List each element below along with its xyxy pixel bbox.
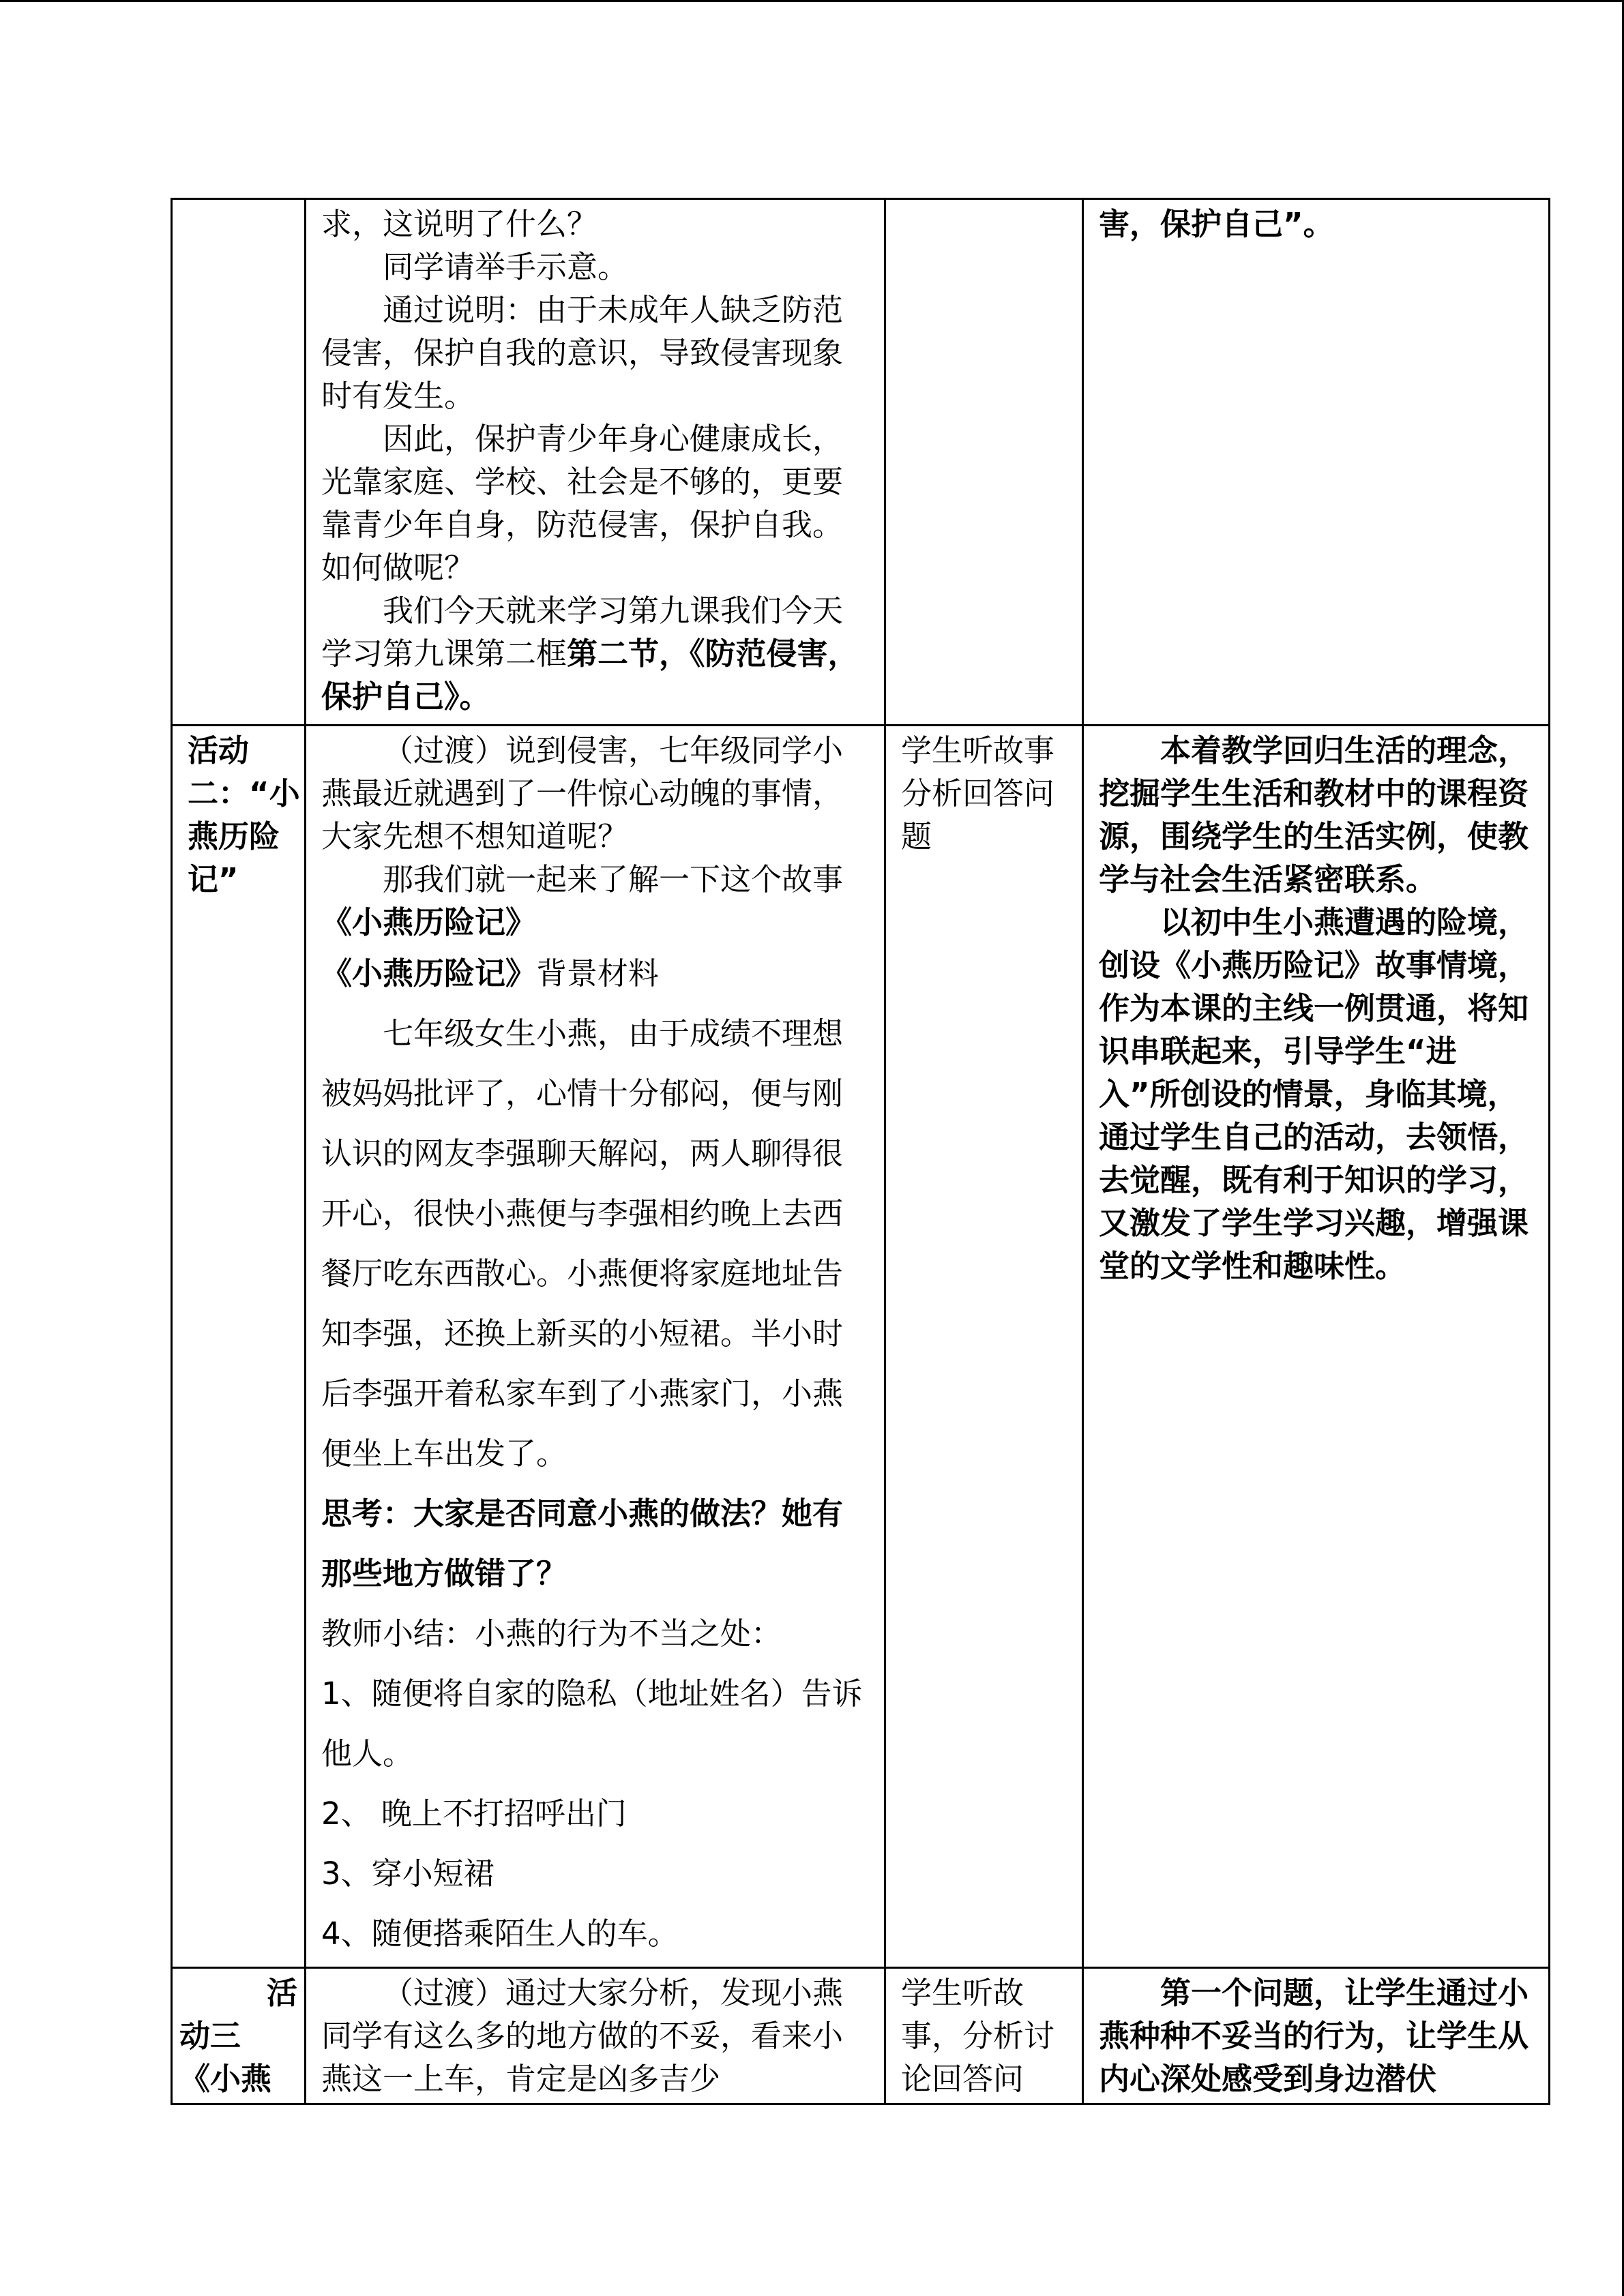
activity-three-line1: 活 — [266, 1975, 297, 2011]
row3-teacher-cell — [306, 1968, 885, 2104]
row1-design-text: 害，保护自己”。 — [1099, 206, 1334, 242]
row1-p3: 通过说明：由于未成年人缺乏防范侵害，保护自我的意识，导致侵害现象时有发生。 — [321, 292, 844, 414]
row2-item-4: 4、随便搭乘陌生人的车。 — [321, 1915, 679, 1952]
page-top-edge — [0, 0, 1624, 2]
activity-three-line2: 动三 — [179, 2018, 241, 2054]
row2-teacher-cell — [306, 726, 885, 1968]
row1-design-cell — [1083, 199, 1550, 726]
activity-two-title: 活动二：“小燕历险记” — [188, 732, 300, 897]
row2-story: 七年级女生小燕，由于成绩不理想被妈妈批评了，心情十分郁闷，便与刚认识的网友李强聊天解闷，两人聊得很开心，很快小燕便与李强相约晚上去西餐厅吃东西散心。小燕便将家庭地址告知李强，还换上新买的小短裙。半小时后李强开着私家车到了小燕家门，小燕便坐上车出发了。 — [321, 1015, 844, 1472]
row1-p2: 同学请举手示意。 — [383, 249, 629, 285]
row1-p5: 我们今天就来学习第九课我们今天学习第九课第二框第二节，《防范侵害，保护自己》。 — [321, 593, 859, 715]
table-row — [172, 726, 1550, 1968]
row2-design-p1: 本着教学回归生活的理念，挖掘学生生活和教材中的课程资源，围绕学生的生活实例，使教学与社会生活紧密联系。 — [1099, 732, 1529, 897]
row3-design-cell — [1083, 1968, 1550, 2104]
table-row — [172, 1968, 1550, 2104]
row3-activity-cell — [172, 1968, 306, 2104]
row1-teacher-cell — [306, 199, 885, 726]
row1-p1: 求，这说明了什么？ — [321, 206, 598, 242]
row3-design-text: 第一个问题，让学生通过小燕种种不妥当的行为，让学生从内心深处感受到身边潜伏 — [1099, 1975, 1529, 2097]
row2-design-p2: 以初中生小燕遭遇的险境，创设《小燕历险记》故事情境，作为本课的主线一例贯通，将知识串联起来，引导学生“进入”所创设的情景，身临其境，通过学生自己的活动，去领悟，去觉醒，既有利于知识的学习，又激发了学生学习兴趣，增强课堂的文学性和趣味性。 — [1099, 904, 1529, 1284]
row2-item-2: 2、 晚上不打招呼出门 — [321, 1795, 627, 1832]
row3-student-cell — [885, 1968, 1083, 2104]
row2-student-cell — [885, 726, 1083, 1968]
row2-student-text: 学生听故事分析回答问题 — [901, 732, 1055, 854]
row1-p4: 因此，保护青少年身心健康成长，光靠家庭、学校、社会是不够的，更要靠青少年自身，防范侵害，保护自我。如何做呢？ — [321, 421, 844, 586]
row3-student-text: 学生听故事，分析讨论回答问 — [901, 1975, 1055, 2097]
table-row — [172, 199, 1550, 726]
row2-intro-2: 那我们就一起来了解一下这个故事《小燕历险记》 — [321, 861, 844, 940]
row2-item-3: 3、穿小短裙 — [321, 1855, 494, 1892]
row2-design-cell — [1083, 726, 1550, 1968]
row2-item-1: 1、随便将自家的隐私（地址姓名）告诉他人。 — [321, 1675, 863, 1772]
activity-three-line3: 《小燕 — [179, 2061, 272, 2097]
lesson-plan-table — [171, 198, 1550, 2105]
row1-student-cell — [885, 199, 1083, 726]
row3-teacher-text: （过渡）通过大家分析，发现小燕同学有这么多的地方做的不妥，看来小燕这一上车，肯定是凶多吉少 — [321, 1975, 844, 2097]
row2-background-title: 《小燕历险记》背景材料 — [321, 955, 660, 992]
row2-summary: 教师小结：小燕的行为不当之处： — [321, 1615, 782, 1652]
row2-question: 思考：大家是否同意小燕的做法？她有那些地方做错了？ — [321, 1495, 844, 1592]
row2-activity-cell — [172, 726, 306, 1968]
row2-intro-1: （过渡）说到侵害，七年级同学小燕最近就遇到了一件惊心动魄的事情，大家先想不想知道呢？ — [321, 732, 844, 854]
row1-activity-cell — [172, 199, 306, 726]
